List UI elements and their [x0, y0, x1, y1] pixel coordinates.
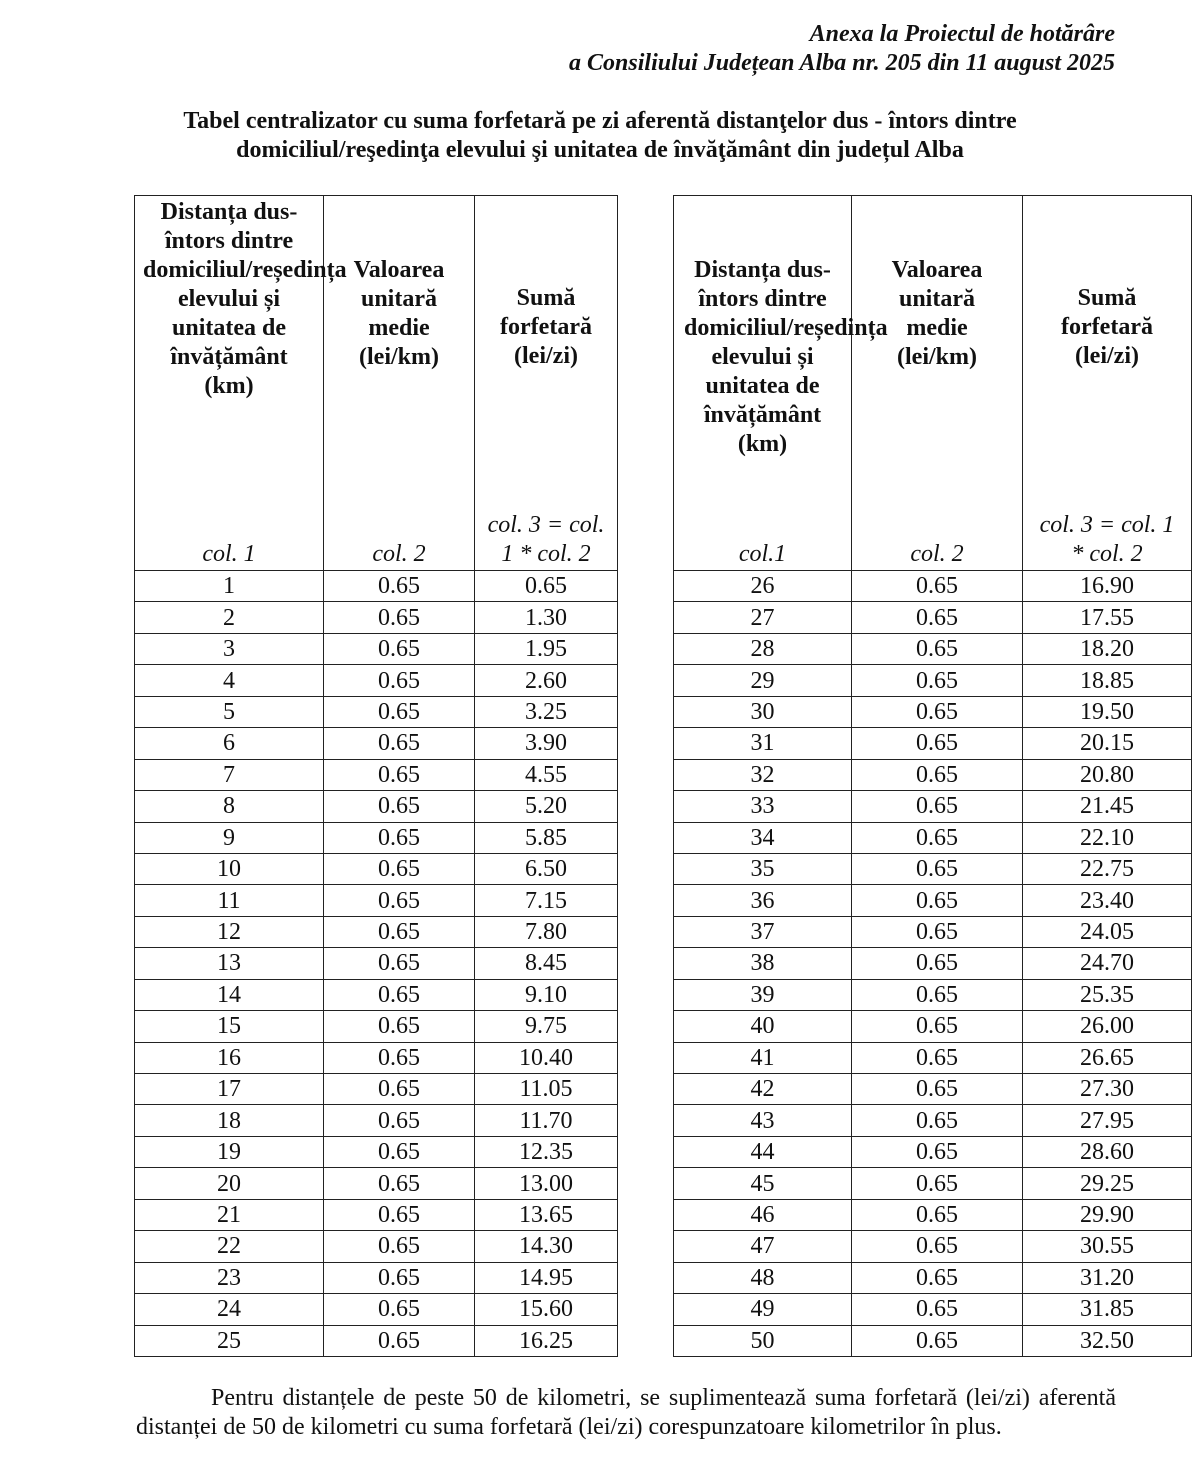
- cell-lump-sum: 25.35: [1023, 979, 1192, 1010]
- cell-unit-value: 0.65: [852, 571, 1023, 602]
- cell-distance: 15: [135, 1011, 324, 1042]
- title-line-1: Tabel centralizator cu suma forfetară pe zi aferentă distanţelor dus - întors dintre: [183, 108, 1017, 134]
- cell-unit-value: 0.65: [324, 916, 475, 947]
- cell-lump-sum: 22.10: [1023, 822, 1192, 853]
- cell-unit-value: 0.65: [324, 1325, 475, 1356]
- cell-unit-value: 0.65: [852, 1262, 1023, 1293]
- cell-distance: 24: [135, 1294, 324, 1325]
- cell-unit-value: 0.65: [852, 1325, 1023, 1356]
- cell-distance: 16: [135, 1042, 324, 1073]
- cell-distance: 50: [674, 1325, 852, 1356]
- cell-unit-value: 0.65: [852, 1231, 1023, 1262]
- table-row: [135, 1168, 618, 1199]
- table-row: [674, 979, 1192, 1010]
- cell-lump-sum: 23.40: [1023, 885, 1192, 916]
- cell-unit-value: 0.65: [324, 1231, 475, 1262]
- table-row: [135, 759, 618, 790]
- table-row: [674, 1136, 1192, 1167]
- cell-unit-value: 0.65: [852, 1136, 1023, 1167]
- table-row: [135, 696, 618, 727]
- cell-distance: 23: [135, 1262, 324, 1293]
- table-row: [674, 602, 1192, 633]
- table-row: [135, 728, 618, 759]
- annex-line-2: a Consiliului Județean Alba nr. 205 din 11 august 2025: [569, 50, 1115, 76]
- cell-distance: 6: [135, 728, 324, 759]
- cell-distance: 41: [674, 1042, 852, 1073]
- cell-unit-value: 0.65: [852, 633, 1023, 664]
- cell-lump-sum: 19.50: [1023, 696, 1192, 727]
- cell-unit-value: 0.65: [852, 1074, 1023, 1105]
- cell-distance: 1: [135, 571, 324, 602]
- cell-distance: 14: [135, 979, 324, 1010]
- cell-distance: 20: [135, 1168, 324, 1199]
- cell-distance: 35: [674, 853, 852, 884]
- cell-distance: 45: [674, 1168, 852, 1199]
- cell-distance: 46: [674, 1199, 852, 1230]
- cell-distance: 11: [135, 885, 324, 916]
- cell-distance: 28: [674, 633, 852, 664]
- footnote-paragraph: Pentru distanțele de peste 50 de kilometri, se suplimentează suma forfetară (lei/zi) aferentă distanței de 50 de kilometri cu suma forfetară (lei/zi) corespunzatoare kilometrilor în plus.: [136, 1385, 1116, 1440]
- cell-distance: 34: [674, 822, 852, 853]
- cell-lump-sum: 16.25: [475, 1325, 618, 1356]
- table-row: [135, 1011, 618, 1042]
- table-row: [674, 853, 1192, 884]
- cell-unit-value: 0.65: [324, 979, 475, 1010]
- cell-lump-sum: 29.25: [1023, 1168, 1192, 1199]
- table-row: [674, 1105, 1192, 1136]
- header-unit-value-label: Valoarea unitară medie (lei/km): [891, 257, 983, 370]
- cell-distance: 5: [135, 696, 324, 727]
- cell-distance: 43: [674, 1105, 852, 1136]
- table-row: [674, 696, 1192, 727]
- table-row: [674, 759, 1192, 790]
- cell-distance: 10: [135, 853, 324, 884]
- header-distance: [674, 196, 888, 571]
- table-row: [674, 1042, 1192, 1073]
- cell-unit-value: 0.65: [324, 696, 475, 727]
- cell-lump-sum: 10.40: [475, 1042, 618, 1073]
- cell-lump-sum: 18.20: [1023, 633, 1192, 664]
- cell-distance: 40: [674, 1011, 852, 1042]
- cell-distance: 37: [674, 916, 852, 947]
- cell-unit-value: 0.65: [852, 759, 1023, 790]
- table-body-left: [135, 571, 618, 1357]
- cell-lump-sum: 26.65: [1023, 1042, 1192, 1073]
- table-row: [135, 571, 618, 602]
- cell-unit-value: 0.65: [324, 1168, 475, 1199]
- table-row: [674, 728, 1192, 759]
- table-row: [674, 822, 1192, 853]
- cell-lump-sum: 5.20: [475, 791, 618, 822]
- cell-distance: 9: [135, 822, 324, 853]
- table-row: [135, 1325, 618, 1356]
- cell-unit-value: 0.65: [852, 665, 1023, 696]
- cell-lump-sum: 32.50: [1023, 1325, 1192, 1356]
- header-lump-sum-label: Sumă forfetară (lei/zi): [500, 285, 592, 369]
- cell-unit-value: 0.65: [852, 948, 1023, 979]
- cell-lump-sum: 7.15: [475, 885, 618, 916]
- title-line-2: domiciliul/reşedinţa elevului şi unitatea de învăţământ din județul Alba: [236, 137, 964, 163]
- table-row: [135, 948, 618, 979]
- header-distance-col-ref: col.1: [738, 541, 787, 567]
- cell-lump-sum: 24.70: [1023, 948, 1192, 979]
- cell-lump-sum: 16.90: [1023, 571, 1192, 602]
- cell-unit-value: 0.65: [324, 853, 475, 884]
- cell-lump-sum: 14.30: [475, 1231, 618, 1262]
- cell-lump-sum: 8.45: [475, 948, 618, 979]
- annex-line-1: Anexa la Proiectul de hotărâre: [809, 21, 1115, 47]
- table-row: [674, 791, 1192, 822]
- cell-lump-sum: 13.00: [475, 1168, 618, 1199]
- cell-unit-value: 0.65: [852, 1199, 1023, 1230]
- table-row: [135, 1042, 618, 1073]
- cell-unit-value: 0.65: [324, 759, 475, 790]
- cell-unit-value: 0.65: [852, 1294, 1023, 1325]
- cell-unit-value: 0.65: [324, 885, 475, 916]
- cell-unit-value: 0.65: [324, 948, 475, 979]
- cell-distance: 42: [674, 1074, 852, 1105]
- rates-table-left: [134, 195, 618, 1357]
- header-unit-value-label: Valoarea unitară medie (lei/km): [353, 257, 445, 370]
- table-row: [674, 1168, 1192, 1199]
- table-header-row: [135, 196, 618, 571]
- cell-lump-sum: 20.80: [1023, 759, 1192, 790]
- cell-distance: 19: [135, 1136, 324, 1167]
- cell-unit-value: 0.65: [324, 728, 475, 759]
- cell-lump-sum: 9.10: [475, 979, 618, 1010]
- cell-unit-value: 0.65: [324, 1011, 475, 1042]
- cell-lump-sum: 11.70: [475, 1105, 618, 1136]
- cell-lump-sum: 2.60: [475, 665, 618, 696]
- header-distance-label: Distanța dus-întors dintre domiciliul/reședința elevului și unitatea de învățământ (km): [684, 257, 888, 457]
- cell-distance: 8: [135, 791, 324, 822]
- cell-lump-sum: 15.60: [475, 1294, 618, 1325]
- cell-unit-value: 0.65: [324, 1042, 475, 1073]
- table-row: [135, 791, 618, 822]
- table-row: [674, 948, 1192, 979]
- cell-unit-value: 0.65: [852, 728, 1023, 759]
- table-row: [674, 571, 1192, 602]
- table-row: [674, 665, 1192, 696]
- cell-distance: 27: [674, 602, 852, 633]
- table-row: [135, 822, 618, 853]
- table-row: [674, 1262, 1192, 1293]
- header-distance-label: Distanța dus-întors dintre domiciliul/reședința elevului și unitatea de învățământ (km): [143, 199, 347, 399]
- cell-distance: 44: [674, 1136, 852, 1167]
- cell-lump-sum: 14.95: [475, 1262, 618, 1293]
- cell-lump-sum: 7.80: [475, 916, 618, 947]
- table-row: [674, 885, 1192, 916]
- cell-unit-value: 0.65: [324, 791, 475, 822]
- cell-unit-value: 0.65: [852, 885, 1023, 916]
- table-row: [135, 602, 618, 633]
- cell-unit-value: 0.65: [852, 1011, 1023, 1042]
- table-row: [135, 1136, 618, 1167]
- table-row: [674, 1011, 1192, 1042]
- cell-lump-sum: 4.55: [475, 759, 618, 790]
- cell-lump-sum: 29.90: [1023, 1199, 1192, 1230]
- header-unit-value-col-ref: col. 2: [910, 541, 964, 567]
- cell-distance: 7: [135, 759, 324, 790]
- cell-unit-value: 0.65: [852, 822, 1023, 853]
- header-unit-value-col-ref: col. 2: [372, 541, 426, 567]
- cell-distance: 39: [674, 979, 852, 1010]
- cell-distance: 18: [135, 1105, 324, 1136]
- cell-unit-value: 0.65: [852, 979, 1023, 1010]
- table-row: [674, 1199, 1192, 1230]
- header-unit-value: [852, 196, 1023, 571]
- cell-distance: 4: [135, 665, 324, 696]
- table-row: [135, 1105, 618, 1136]
- cell-lump-sum: 5.85: [475, 822, 618, 853]
- cell-lump-sum: 17.55: [1023, 602, 1192, 633]
- table-row: [674, 1325, 1192, 1356]
- cell-lump-sum: 24.05: [1023, 916, 1192, 947]
- cell-distance: 48: [674, 1262, 852, 1293]
- cell-lump-sum: 3.25: [475, 696, 618, 727]
- header-lump-sum-col-ref: col. 3 = col. 1 * col. 2: [1039, 512, 1175, 567]
- table-row: [135, 979, 618, 1010]
- cell-unit-value: 0.65: [324, 1074, 475, 1105]
- cell-unit-value: 0.65: [324, 665, 475, 696]
- table-row: [135, 1294, 618, 1325]
- table-row: [135, 633, 618, 664]
- cell-unit-value: 0.65: [324, 571, 475, 602]
- cell-unit-value: 0.65: [324, 1262, 475, 1293]
- header-unit-value: [324, 196, 475, 571]
- cell-lump-sum: 11.05: [475, 1074, 618, 1105]
- cell-lump-sum: 1.30: [475, 602, 618, 633]
- cell-distance: 31: [674, 728, 852, 759]
- cell-unit-value: 0.65: [852, 853, 1023, 884]
- cell-lump-sum: 27.95: [1023, 1105, 1192, 1136]
- cell-distance: 47: [674, 1231, 852, 1262]
- cell-lump-sum: 9.75: [475, 1011, 618, 1042]
- table-row: [674, 1231, 1192, 1262]
- cell-lump-sum: 31.20: [1023, 1262, 1192, 1293]
- table-row: [674, 633, 1192, 664]
- cell-distance: 30: [674, 696, 852, 727]
- cell-lump-sum: 22.75: [1023, 853, 1192, 884]
- cell-unit-value: 0.65: [324, 1199, 475, 1230]
- cell-distance: 22: [135, 1231, 324, 1262]
- cell-unit-value: 0.65: [852, 602, 1023, 633]
- cell-unit-value: 0.65: [324, 822, 475, 853]
- cell-lump-sum: 28.60: [1023, 1136, 1192, 1167]
- cell-lump-sum: 12.35: [475, 1136, 618, 1167]
- cell-distance: 3: [135, 633, 324, 664]
- table-row: [135, 885, 618, 916]
- cell-distance: 36: [674, 885, 852, 916]
- table-row: [135, 1199, 618, 1230]
- cell-unit-value: 0.65: [852, 791, 1023, 822]
- cell-distance: 29: [674, 665, 852, 696]
- cell-unit-value: 0.65: [324, 1136, 475, 1167]
- header-distance-col-ref: col. 1: [202, 541, 256, 567]
- table-row: [135, 1262, 618, 1293]
- table-body-right: [674, 571, 1192, 1357]
- table-row: [674, 1074, 1192, 1105]
- cell-distance: 12: [135, 916, 324, 947]
- table-row: [135, 1231, 618, 1262]
- header-lump-sum-label: Sumă forfetară (lei/zi): [1061, 285, 1153, 369]
- cell-distance: 32: [674, 759, 852, 790]
- cell-lump-sum: 20.15: [1023, 728, 1192, 759]
- cell-distance: 13: [135, 948, 324, 979]
- cell-lump-sum: 0.65: [475, 571, 618, 602]
- cell-unit-value: 0.65: [852, 696, 1023, 727]
- cell-distance: 25: [135, 1325, 324, 1356]
- table-row: [135, 916, 618, 947]
- cell-lump-sum: 6.50: [475, 853, 618, 884]
- cell-lump-sum: 3.90: [475, 728, 618, 759]
- cell-distance: 2: [135, 602, 324, 633]
- table-row: [674, 1294, 1192, 1325]
- cell-lump-sum: 1.95: [475, 633, 618, 664]
- cell-distance: 49: [674, 1294, 852, 1325]
- cell-lump-sum: 31.85: [1023, 1294, 1192, 1325]
- header-lump-sum-col-ref: col. 3 = col. 1 * col. 2: [487, 512, 605, 567]
- annex-reference: [569, 20, 1115, 78]
- cell-lump-sum: 18.85: [1023, 665, 1192, 696]
- cell-unit-value: 0.65: [852, 1105, 1023, 1136]
- cell-lump-sum: 27.30: [1023, 1074, 1192, 1105]
- cell-lump-sum: 26.00: [1023, 1011, 1192, 1042]
- header-lump-sum: [1023, 196, 1192, 571]
- cell-distance: 38: [674, 948, 852, 979]
- cell-unit-value: 0.65: [324, 1294, 475, 1325]
- table-row: [674, 916, 1192, 947]
- rates-table-right: [673, 195, 1192, 1357]
- table-row: [135, 853, 618, 884]
- table-header-row: [674, 196, 1192, 571]
- table-row: [135, 665, 618, 696]
- cell-unit-value: 0.65: [852, 1042, 1023, 1073]
- cell-unit-value: 0.65: [852, 916, 1023, 947]
- cell-lump-sum: 30.55: [1023, 1231, 1192, 1262]
- cell-unit-value: 0.65: [324, 633, 475, 664]
- table-row: [135, 1074, 618, 1105]
- header-distance: [135, 196, 347, 571]
- cell-unit-value: 0.65: [324, 602, 475, 633]
- cell-lump-sum: 21.45: [1023, 791, 1192, 822]
- cell-unit-value: 0.65: [324, 1105, 475, 1136]
- cell-lump-sum: 13.65: [475, 1199, 618, 1230]
- cell-unit-value: 0.65: [852, 1168, 1023, 1199]
- cell-distance: 17: [135, 1074, 324, 1105]
- cell-distance: 21: [135, 1199, 324, 1230]
- header-lump-sum: [475, 196, 618, 571]
- document-title: [50, 107, 1150, 165]
- cell-distance: 26: [674, 571, 852, 602]
- cell-distance: 33: [674, 791, 852, 822]
